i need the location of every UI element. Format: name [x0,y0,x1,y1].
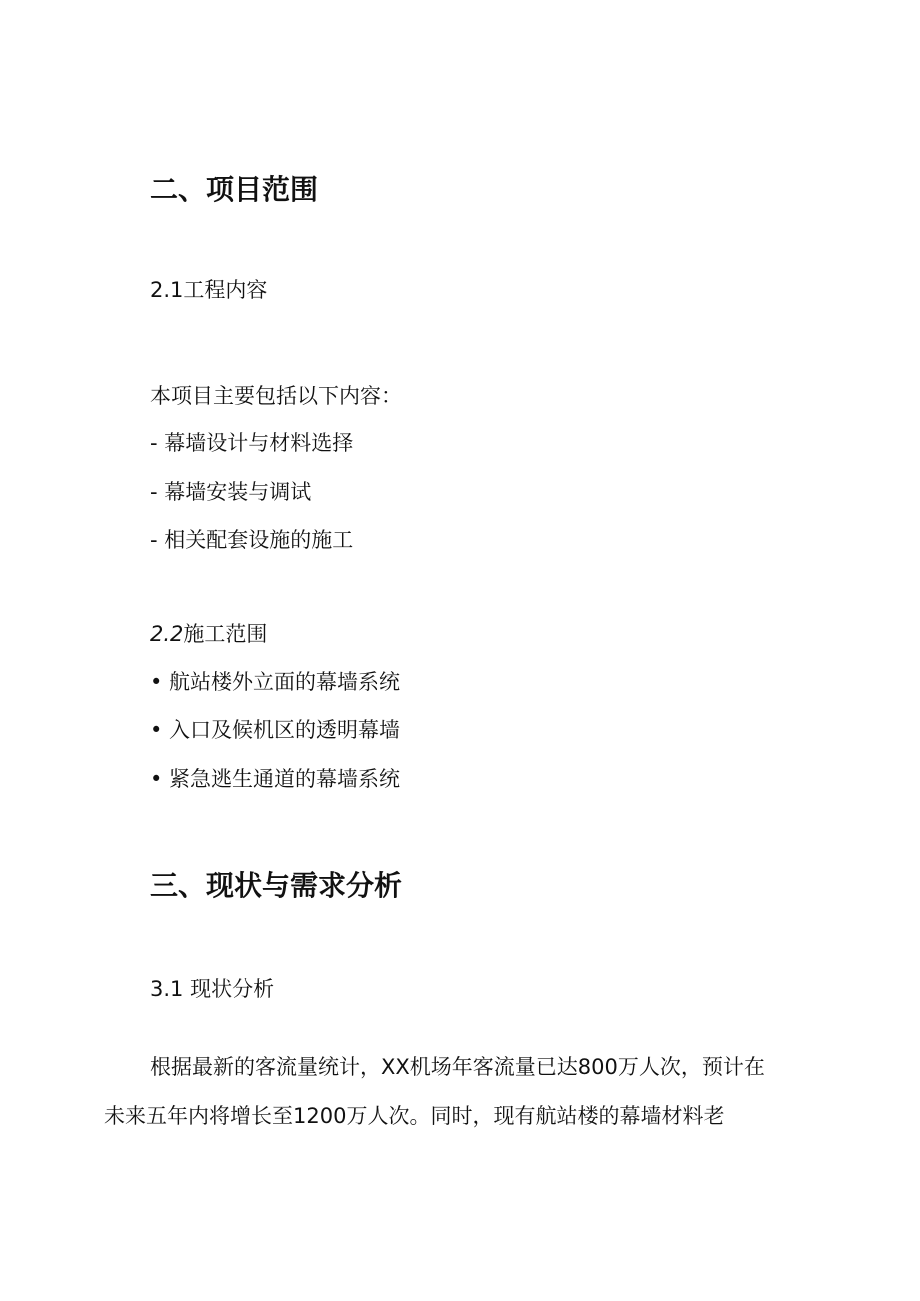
paragraph-line: 根据最新的客流量统计，XX机场年客流量已达800万人次，预计在 [150,1055,765,1079]
subsection-2-1-heading: 2.1工程内容 [150,278,268,302]
scope-list-item: - 相关配套设施的施工 [150,528,354,552]
scope-intro-text: 本项目主要包括以下内容： [150,384,402,408]
paragraph-line: 未来五年内将增长至1200万人次。同时，现有航站楼的幕墙材料老 [104,1104,725,1128]
scope-list-item: - 幕墙设计与材料选择 [150,431,354,455]
construction-scope-item: • 入口及候机区的透明幕墙 [150,718,401,742]
scope-list-item: - 幕墙安装与调试 [150,480,312,504]
subsection-3-1-heading: 3.1 现状分析 [150,977,275,1001]
section-3-heading: 三、现状与需求分析 [150,869,403,902]
construction-scope-item: • 航站楼外立面的幕墙系统 [150,670,401,694]
subsection-2-2-heading [150,618,267,648]
subsection-title: 施工范围 [183,622,268,646]
subsection-number: 2.2 [150,622,184,646]
section-2-heading: 二、项目范围 [150,173,319,206]
construction-scope-item: • 紧急逃生通道的幕墙系统 [150,767,401,791]
